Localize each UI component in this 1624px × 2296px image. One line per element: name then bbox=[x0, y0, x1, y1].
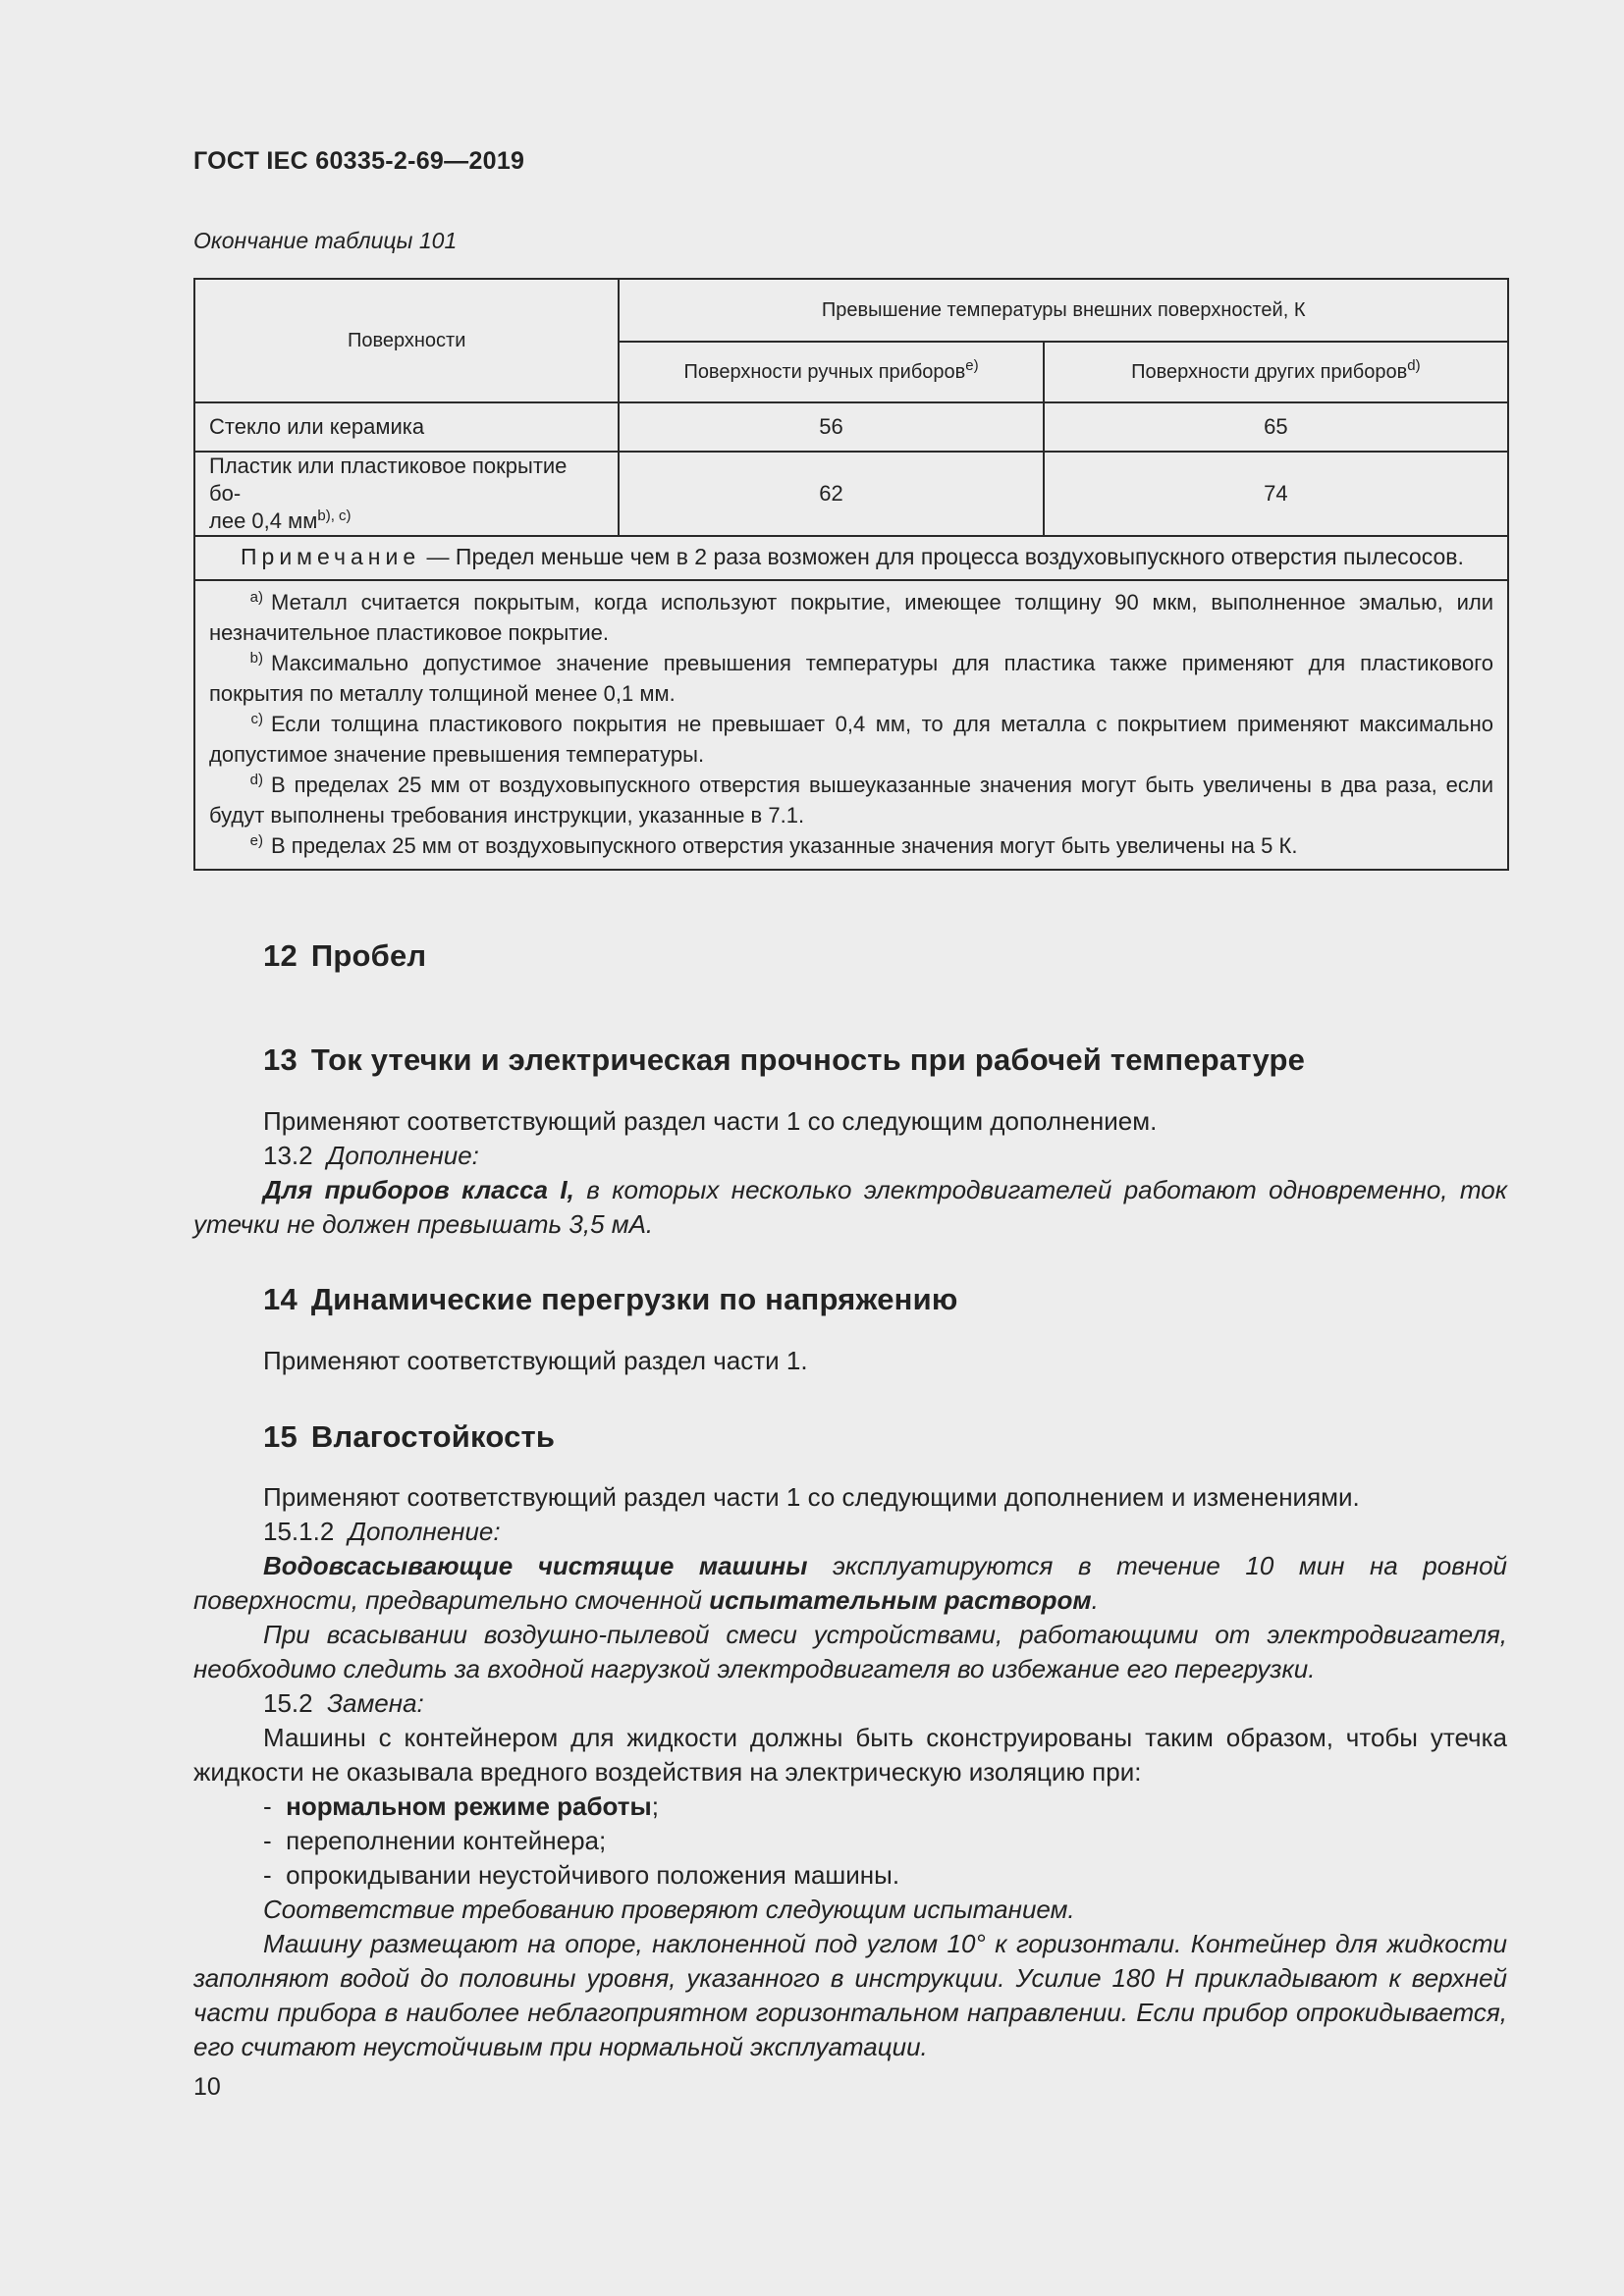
cell-other: 74 bbox=[1044, 452, 1508, 536]
paragraph: Применяют соответствующий раздел части 1. bbox=[263, 1346, 808, 1375]
list-item: - нормальном режиме работы; bbox=[263, 1791, 659, 1821]
table-row bbox=[194, 452, 1508, 536]
header-temperature-rise: Превышение температуры внешних поверхностей, К bbox=[619, 279, 1508, 342]
paragraph: 15.1.2 Дополнение: bbox=[263, 1517, 501, 1546]
list-item: - опрокидывании неустойчивого положения машины. bbox=[263, 1860, 900, 1890]
section-13-body bbox=[193, 1104, 1507, 1242]
header-surfaces: Поверхности bbox=[194, 279, 619, 402]
table-footnotes-row bbox=[194, 580, 1508, 870]
header-handheld: Поверхности ручных приборов$^{e)}$ bbox=[619, 342, 1043, 402]
paragraph: 13.2 Дополнение: bbox=[263, 1141, 479, 1170]
section-14-heading: 14 Динамические перегрузки по напряжению bbox=[263, 1282, 958, 1316]
header-other: Поверхности других приборов$^{d)}$ bbox=[1044, 342, 1508, 402]
paragraph: Применяют соответствующий раздел части 1 со следующими дополнением и изменениями. bbox=[263, 1482, 1360, 1512]
paragraph: Машины с контейнером для жидкости должны быть сконструированы таким образом, чтобы утечка жидкости не оказывала вредного воздействия на электрическую изоляцию при: bbox=[193, 1723, 1507, 1787]
table-footnotes bbox=[194, 580, 1508, 870]
note-text: — Предел меньше чем в 2 раза возможен для процесса воздуховыпускного отверстия пылесосов. bbox=[420, 544, 1464, 569]
footnote: $^{d)}$ В пределах 25 мм от воздуховыпускного отверстия вышеуказанные значения могут быть увеличены в два раза, если будут выполнены требования инструкции, указанные в 7.1. bbox=[209, 772, 1493, 828]
footnote: $^{e)}$ В пределах 25 мм от воздуховыпускного отверстия указанные значения могут быть увеличены на 5 К. bbox=[249, 832, 1298, 858]
table-note bbox=[194, 536, 1508, 580]
section-15-heading: 15 Влагостойкость bbox=[263, 1419, 556, 1454]
document-header: ГОСТ IEC 60335-2-69—2019 bbox=[193, 147, 525, 175]
cell-other: 65 bbox=[1044, 402, 1508, 452]
list-item: - переполнении контейнера; bbox=[263, 1826, 607, 1855]
section-15-body bbox=[193, 1480, 1507, 2064]
cell-surface: Пластик или пластиковое покрытие бо- лее 0,4 $мм^{b), c)}$ bbox=[194, 452, 619, 536]
footnote: $^{a)}$ Металл считается покрытым, когда используют покрытие, имеющее толщину 90 мкм, выполненное эмалью, или незначительное пластиковое покрытие. bbox=[209, 589, 1493, 645]
paragraph: Применяют соответствующий раздел части 1 со следующим дополнением. bbox=[263, 1106, 1158, 1136]
table-row bbox=[194, 402, 1508, 452]
page-number: 10 bbox=[193, 2073, 221, 2101]
paragraph: 15.2 Замена: bbox=[263, 1688, 424, 1718]
table-header-row bbox=[194, 279, 1508, 342]
cell-surface: Стекло или керамика bbox=[194, 402, 619, 452]
cell-handheld: 62 bbox=[619, 452, 1043, 536]
note-label: Примечание bbox=[241, 544, 421, 569]
cell-handheld: 56 bbox=[619, 402, 1043, 452]
table-note-row bbox=[194, 536, 1508, 580]
temperature-rise-table bbox=[193, 278, 1509, 871]
paragraph: Машину размещают на опоре, наклоненной под углом 10° к горизонтали. Контейнер для жидкости заполняют водой до половины уровня, указанного в инструкции. Усилие 180 Н прикладывают к верхней части прибора в наиболее неблагоприятном горизонтальном направлении. Если прибор опрокидывается, его считают неустойчивым при нормальной эксплуатации. bbox=[193, 1929, 1507, 2061]
paragraph: Водовсасывающие чистящие машины эксплуатируются в течение 10 мин на ровной поверхности, предварительно смоченной испытательным раствором. bbox=[193, 1551, 1507, 1615]
footnote: $^{b)}$ Максимально допустимое значение превышения температуры для пластика также применяют для пластикового покрытия по металлу толщиной менее 0,1 мм. bbox=[209, 650, 1493, 706]
paragraph: При всасывании воздушно-пылевой смеси устройствами, работающими от электродвигателя, необходимо следить за входной нагрузкой электродвигателя во избежание его перегрузки. bbox=[193, 1620, 1507, 1683]
table-caption: Окончание таблицы 101 bbox=[193, 228, 458, 253]
section-12-heading: 12 Пробел bbox=[263, 938, 427, 973]
paragraph: Для приборов класса I, в которых несколько электродвигателей работают одновременно, ток утечки не должен превышать 3,5 мА. bbox=[193, 1175, 1508, 1239]
paragraph: Соответствие требованию проверяют следующим испытанием. bbox=[263, 1895, 1075, 1924]
footnote: $^{c)}$ Если толщина пластикового покрытия не превышает 0,4 мм, то для металла с покрытием применяют максимально допустимое значение превышения температуры. bbox=[209, 711, 1493, 767]
section-13-heading: 13 Ток утечки и электрическая прочность при рабочей температуре bbox=[263, 1042, 1306, 1077]
section-14-body bbox=[193, 1344, 1507, 1378]
